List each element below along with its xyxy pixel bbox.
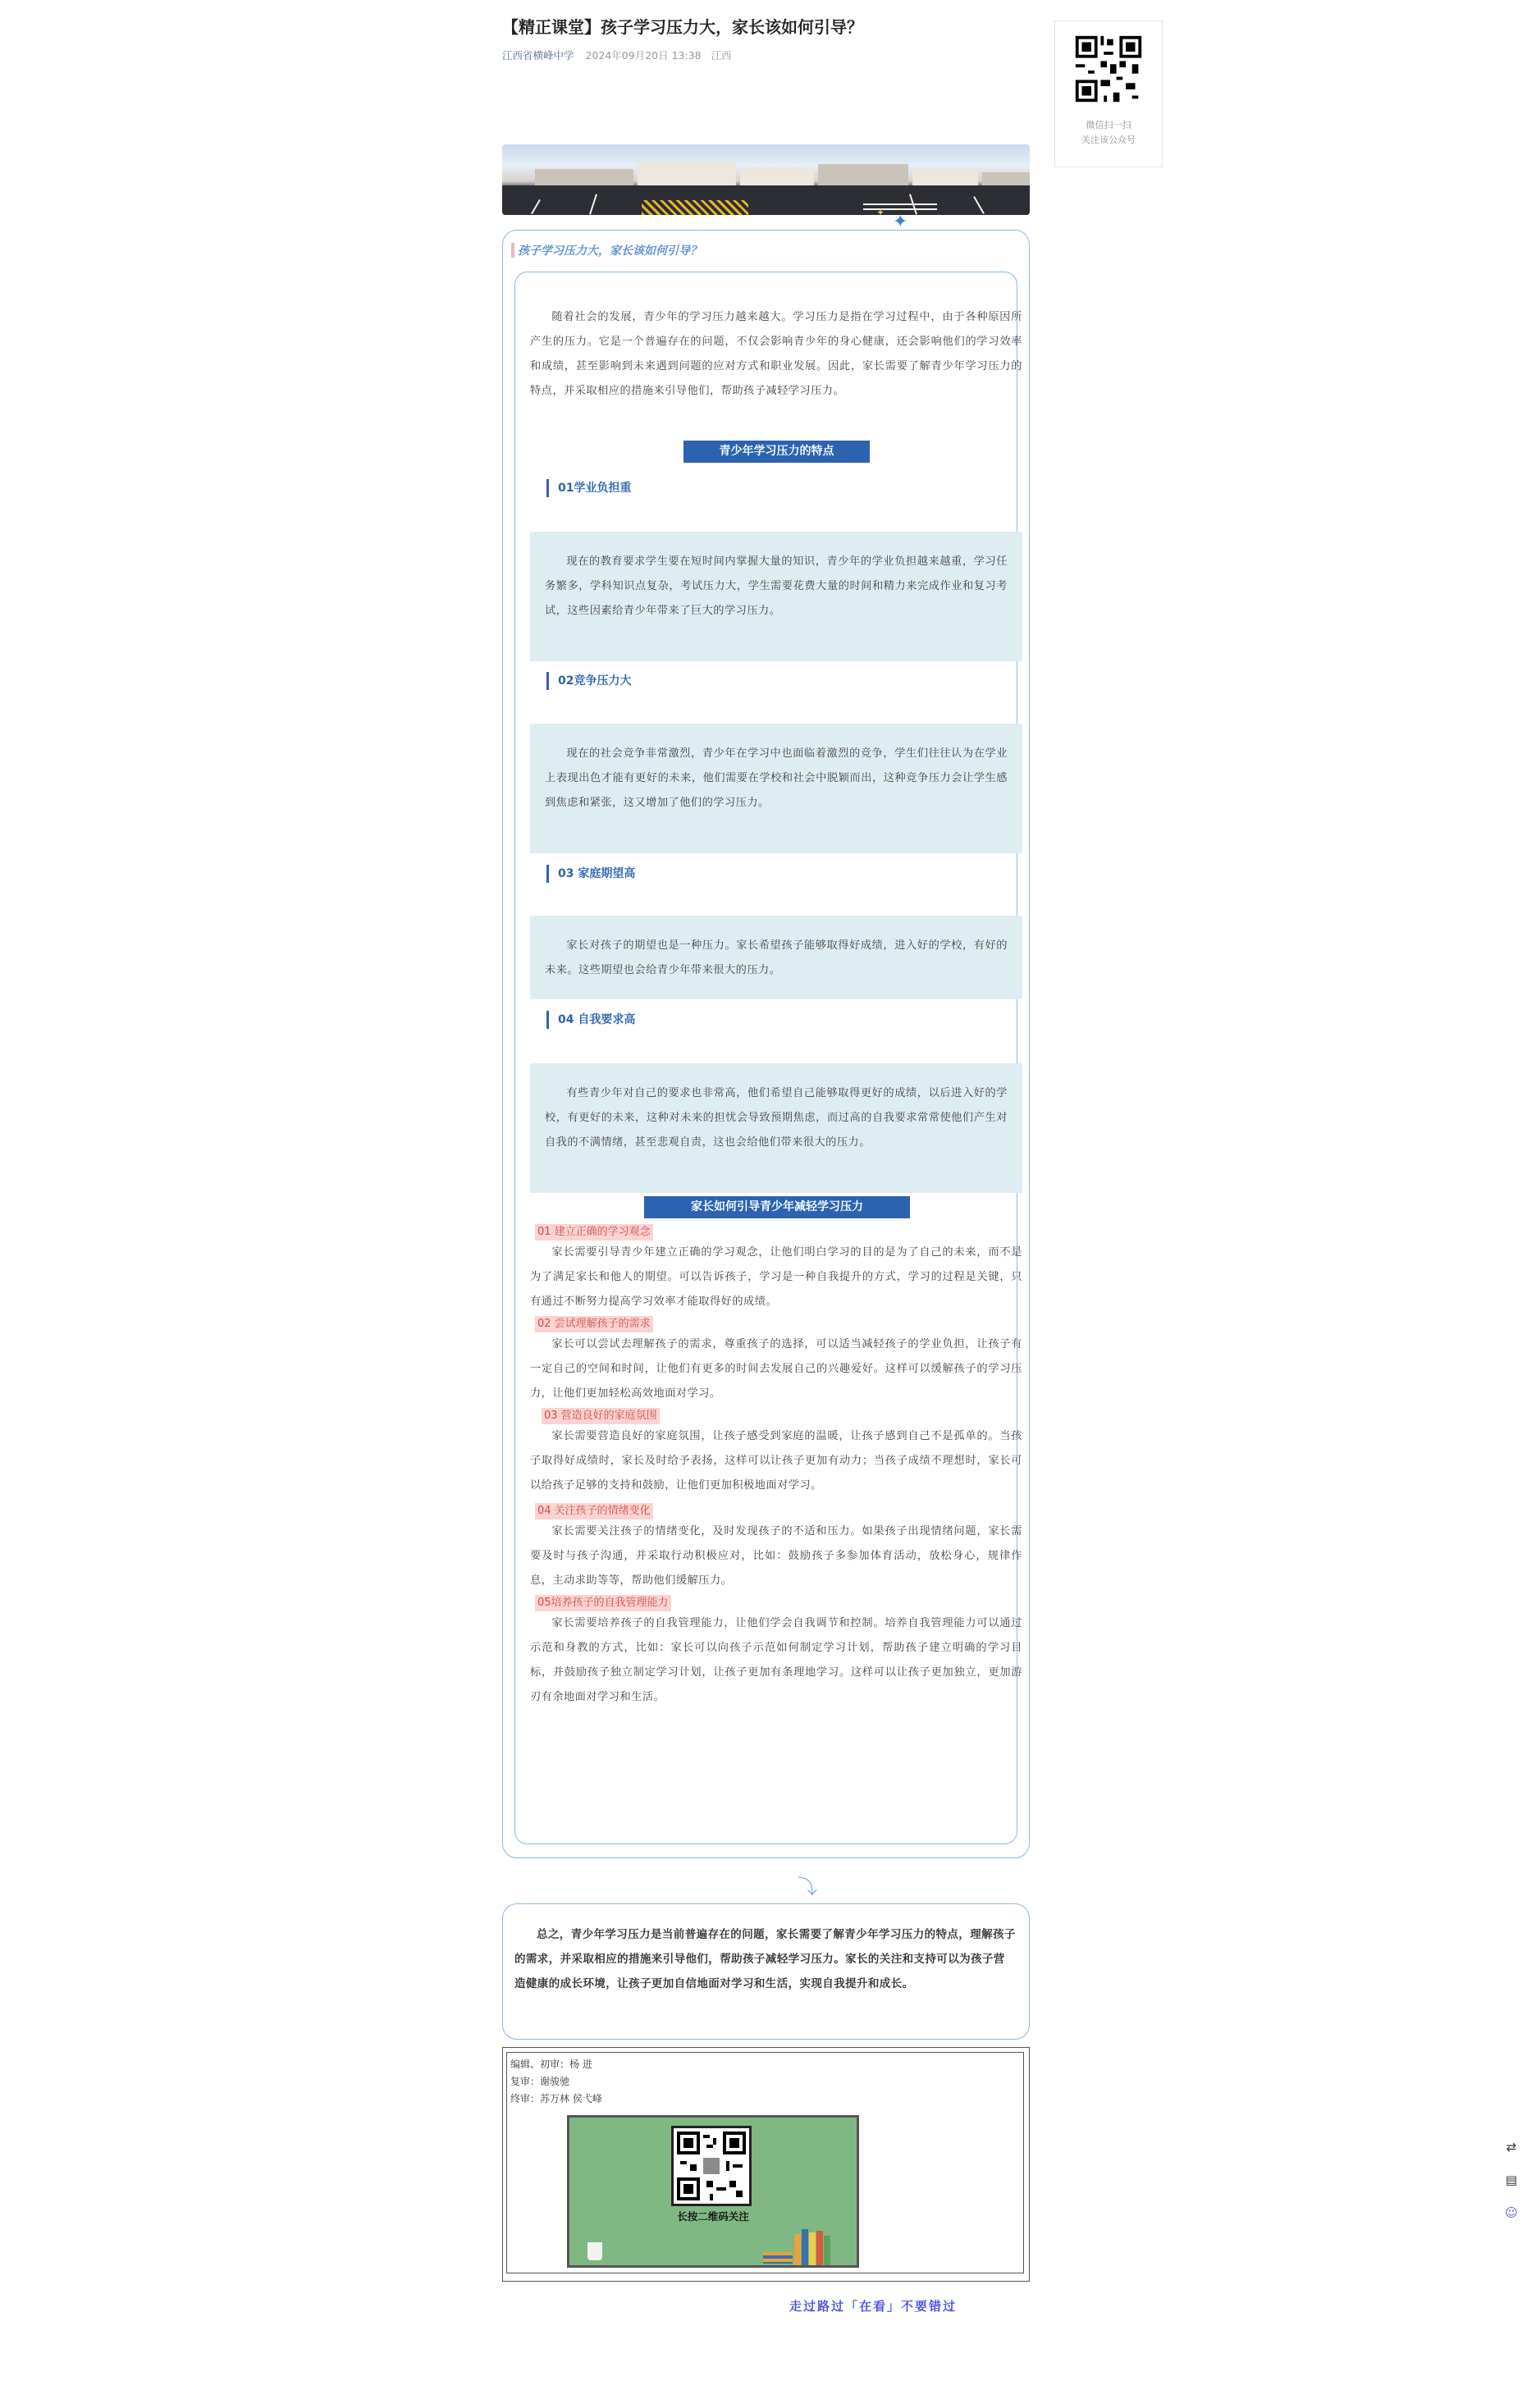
box-paragraph: 现在的社会竞争非常激烈，青少年在学习中也面临着激烈的竞争，学生们往往认为在学业上表现出色才能有更好的未来，他们需要在学校和社会中脱颖而出，这种竞争压力会让学生感到焦虑和紧张，这又增加了他们的学习压力。 [545, 747, 1008, 809]
box-paragraph: 现在的教育要求学生要在短时间内掌握大量的知识，青少年的学业负担越来越重，学习任务繁多，学科知识点复杂，考试压力大，学生需要花费大量的时间和精力来完成作业和复习考试，这些因素给青少年带来了巨大的学习压力。 [545, 555, 1008, 617]
qr-code-icon[interactable] [1072, 33, 1145, 105]
subheading: 03 家庭期望高 [546, 865, 635, 883]
reader-icon[interactable]: ▤ [1505, 2173, 1518, 2187]
books-icon [794, 2229, 842, 2265]
article [502, 15, 1030, 2314]
content-panel [502, 230, 1030, 1858]
text-box [530, 532, 1022, 661]
tip-tag: 02 尝试理解孩子的需求 [535, 1316, 653, 1332]
tip-paragraph: 家长可以尝试去理解孩子的需求，尊重孩子的选择，可以适当减轻孩子的学业负担，让孩子有一定自己的空间和时间，让他们有更多的时间去发展自己的兴趣爱好。这样可以缓解孩子的学习压力，让他们更加轻松高效地面对学习。 [530, 1338, 1022, 1400]
tip-paragraph: 家长需要培养孩子的自我管理能力，让他们学会自我调节和控制。培养自我管理能力可以通过示范和身教的方式，比如：家长可以向孩子示范如何制定学习计划，帮助孩子建立明确的学习目标，并鼓励孩子独立制定学习计划，让孩子更加有条理地学习。这样可以让孩子更加独立，更加游刃有余地面对学习和生活。 [530, 1617, 1022, 1703]
sparkle-icon: ✦ [876, 207, 885, 218]
section-title: 家长如何引导青少年减轻学习压力 [644, 1196, 910, 1218]
tip-paragraph: 家长需要营造良好的家庭氛围，让孩子感受到家庭的温暖，让孩子感到自己不是孤单的。当孩子取得好成绩时，家长及时给予表扬，这样可以让孩子更加有动力；当孩子成绩不理想时，家长可以给孩子足够的支持和鼓励，让他们更加积极地面对学习。 [530, 1430, 1022, 1492]
intro-paragraph: 随着社会的发展，青少年的学习压力越来越大。学习压力是指在学习过程中，由于各种原因所产生的压力。它是一个普遍存在的问题，不仅会影响青少年的身心健康，还会影响他们的学习效率和成绩，甚至影响到未来遇到问题的应对方式和职业发展。因此，家长需要了解青少年学习压力的特点，并采取相应的措施来引导他们，帮助孩子减轻学习压力。 [530, 311, 1022, 397]
assistant-icon[interactable]: ☺ [1505, 2205, 1518, 2220]
book-stack-icon [763, 2252, 793, 2264]
sparkle-icon: ✦ [893, 212, 908, 232]
tip-paragraph: 家长需要引导青少年建立正确的学习观念，让他们明白学习的目的是为了自己的未来，而不是为了满足家长和他人的期望。可以告诉孩子，学习是一种自我提升的方式，学习的过程是关键，只有通过不断努力提高学习效率才能取得好的成绩。 [530, 1246, 1022, 1308]
section-title: 青少年学习压力的特点 [683, 441, 870, 463]
qr-code-icon[interactable] [671, 2126, 752, 2206]
publish-date: 2024年09月20日 13:38 [585, 49, 702, 62]
cup-icon [587, 2242, 602, 2260]
panel-heading: 孩子学习压力大，家长该如何引导？ [518, 242, 702, 258]
tip-paragraph: 家长需要关注孩子的情绪变化，及时发现孩子的不适和压力。如果孩子出现情绪问题，家长需要及时与孩子沟通，并采取行动积极应对，比如：鼓励孩子多参加体育活动，放松身心，规律作息，主动求助等等，帮助他们缓解压力。 [530, 1525, 1022, 1587]
subheading: 01学业负担重 [546, 479, 631, 497]
account-link[interactable]: 江西省横峰中学 [502, 49, 574, 62]
content-inner [514, 272, 1022, 1844]
text-box [530, 1063, 1022, 1193]
qr-hint-line1: 微信扫一扫 [1086, 120, 1131, 130]
text-box [530, 724, 1022, 853]
subheading: 02竞争压力大 [546, 672, 631, 690]
signature-frame [502, 2047, 1030, 2282]
translate-icon[interactable]: ⇄ [1506, 2140, 1517, 2154]
side-toolbar [1502, 2137, 1526, 2236]
tail-slogan: 走过路过「在看」不要错过 [789, 2299, 958, 2314]
subheading: 04 自我要求高 [546, 1011, 635, 1029]
board-caption: 长按二维码关注 [677, 2210, 749, 2223]
connector-swirl-icon: ⤵ [798, 1876, 817, 1899]
qr-hint-line2: 关注该公众号 [1081, 135, 1136, 145]
tip-tag: 04 关注孩子的情绪变化 [535, 1503, 653, 1519]
credit-final: 终审：苏万林 侯弋峰 [510, 2093, 602, 2104]
banner-image [502, 144, 1030, 215]
box-paragraph: 家长对孩子的期望也是一种压力。家长希望孩子能够取得好成绩，进入好的学校，有好的未来。这些期望也会给青少年带来很大的压力。 [545, 939, 1008, 976]
tip-tag: 01 建立正确的学习观念 [535, 1224, 653, 1241]
box-paragraph: 有些青少年对自己的要求也非常高，他们希望自己能够取得更好的成绩，以后进入好的学校，有更好的未来，这种对未来的担忧会导致预期焦虑，而过高的自我要求常常使他们产生对自我的不满情绪，甚至悲观自责，这也会给他们带来很大的压力。 [545, 1087, 1008, 1149]
publish-region: 江西 [711, 49, 732, 62]
tip-tag: 05培养孩子的自我管理能力 [535, 1595, 671, 1611]
summary-box [502, 1903, 1030, 2040]
summary-paragraph: 总之，青少年学习压力是当前普遍存在的问题，家长需要了解青少年学习压力的特点，理解孩子的需求，并采取相应的措施来引导他们，帮助孩子减轻学习压力。家长的关注和支持可以为孩子营造健康的成长环境，让孩子更加自信地面对学习和生活，实现自我提升和成长。 [514, 1928, 1016, 1990]
credits [510, 2056, 602, 2108]
text-box [530, 916, 1022, 999]
follow-qr-card[interactable] [1054, 21, 1163, 167]
chalkboard [567, 2115, 859, 2268]
article-meta [502, 48, 1030, 64]
tip-tag: 03 营造良好的家庭氛围 [542, 1408, 660, 1424]
guidance-list [530, 1222, 1022, 1710]
credit-editor: 编辑、初审：杨 进 [510, 2058, 592, 2070]
article-title: 【精正课堂】孩子学习压力大，家长该如何引导？ [502, 17, 863, 37]
credit-review: 复审：谢骏驰 [510, 2076, 570, 2087]
signature-inner [506, 2052, 1024, 2273]
